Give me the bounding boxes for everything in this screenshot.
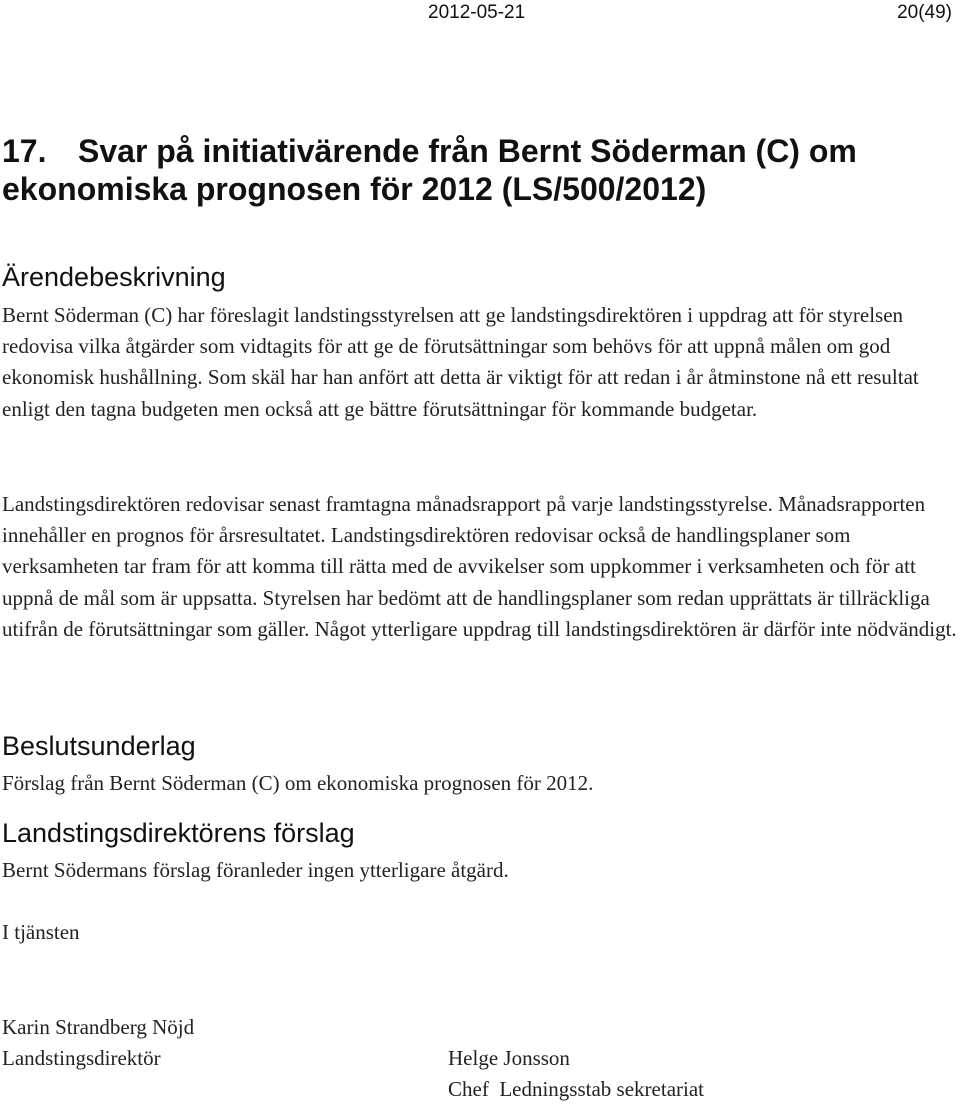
- header-page-number: 20(49): [897, 2, 952, 23]
- arendebeskrivning-paragraph-2: Landstingsdirektören redovisar senast framtagna månadsrapport på varje landstingsstyrelse. Månadsrapporten innehåller en prognos för årsresultatet. Landstingsdirektören redovisar också de handlingsplaner som verksamheten tar fram för att komma till rätta med de avvikelser som uppkommer i verksamheten och för att uppnå de mål som är uppsatta. Styrelsen har bedömt att de handlingsplaner som redan upprättats är tillräckliga utifrån de förutsättningar som gäller. Något ytterligare uppdrag till landstingsdirektören är därför inte nödvändigt.: [2, 492, 957, 641]
- page-header: [0, 0, 960, 30]
- signature-left-name: Karin Strandberg Nöjd: [2, 1015, 195, 1039]
- signature-left-role: Landstingsdirektör: [2, 1046, 161, 1070]
- signature-left: [2, 1012, 194, 1074]
- item-number: 17.: [2, 133, 47, 169]
- heading-arendebeskrivning: Ärendebeskrivning: [2, 262, 226, 292]
- arendebeskrivning-paragraph-1: Bernt Söderman (C) har föreslagit landstingsstyrelsen att ge landstingsdirektören i uppdrag att för styrelsen redovisa vilka åtgärder som vidtagits för att ge de förutsättningar som behövs för att uppnå målen om god ekonomisk hushållning. Som skäl har han anfört att detta är viktigt för att redan i år åtminstone nå ett resultat enligt den tagna budgeten men också att ge bättre förutsättningar för kommande budgetar.: [2, 303, 919, 421]
- item-title: [2, 132, 952, 208]
- heading-beslutsunderlag: Beslutsunderlag: [2, 731, 196, 761]
- signature-right: [448, 1043, 704, 1105]
- heading-landstingsdirektorens-forslag: Landstingsdirektörens förslag: [2, 818, 355, 848]
- item-title-text: Svar på initiativärende från Bernt Söderman (C) om ekonomiska prognosen för 2012 (LS/500/2012): [2, 133, 857, 207]
- forslag-text: Bernt Södermans förslag föranleder ingen ytterligare åtgärd.: [2, 858, 509, 882]
- closing-i-tjansten: I tjänsten: [2, 920, 80, 944]
- header-date: 2012-05-21: [428, 2, 526, 23]
- signature-right-name: Helge Jonsson: [448, 1046, 570, 1070]
- signature-right-role: Chef Ledningsstab sekretariat: [448, 1077, 704, 1101]
- beslutsunderlag-text: Förslag från Bernt Söderman (C) om ekonomiska prognosen för 2012.: [2, 771, 594, 795]
